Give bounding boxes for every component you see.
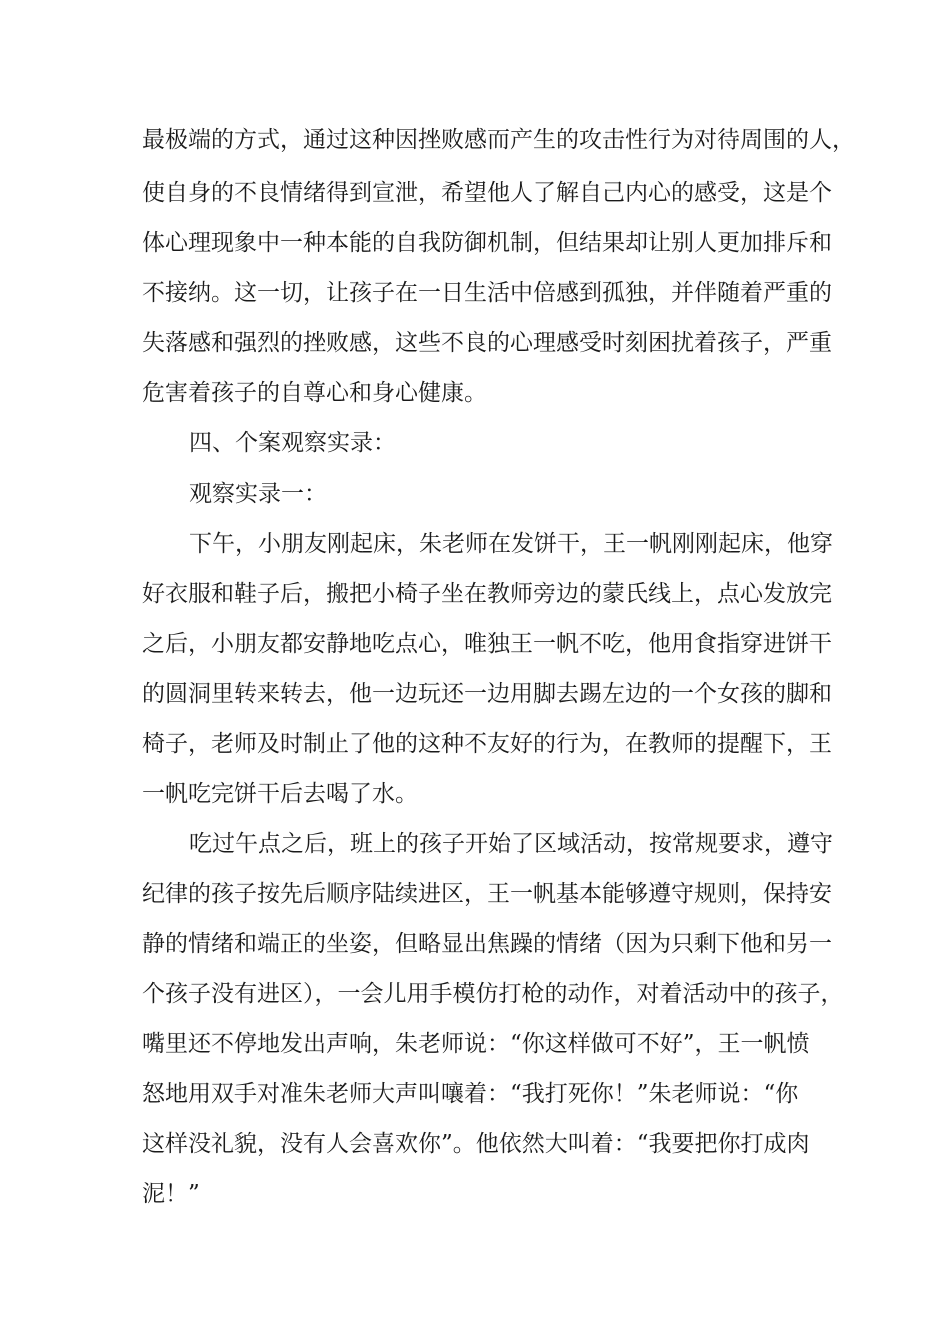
text-line: 个孩子没有进区），一会儿用手模仿打枪的动作，对着活动中的孩子， (142, 981, 844, 1007)
text-line: 静的情绪和端正的坐姿，但略显出焦躁的情绪（因为只剩下他和另一 (142, 931, 832, 957)
text-line: 椅子，老师及时制止了他的这种不友好的行为，在教师的提醒下，王 (142, 731, 832, 757)
text-line: 之后，小朋友都安静地吃点心，唯独王一帆不吃，他用食指穿进饼干 (142, 631, 832, 657)
text-line: 怒地用双手对准朱老师大声叫嚷着：“我打死你！”朱老师说：“你 (142, 1081, 799, 1107)
text-line: 泥！” (142, 1181, 200, 1207)
text-line: 一帆吃完饼干后去喝了水。 (142, 781, 418, 807)
text-line: 最极端的方式，通过这种因挫败感而产生的攻击性行为对待周围的人， (142, 127, 855, 153)
text-line: 好衣服和鞋子后，搬把小椅子坐在教师旁边的蒙氏线上，点心发放完 (142, 581, 832, 607)
text-line: 体心理现象中一种本能的自我防御机制，但结果却让别人更加排斥和 (142, 230, 832, 256)
text-line: 不接纳。这一切，让孩子在一日生活中倍感到孤独，并伴随着严重的 (142, 280, 832, 306)
text-line: 下午，小朋友刚起床，朱老师在发饼干，王一帆刚刚起床，他穿 (189, 531, 833, 557)
text-line: 嘴里还不停地发出声响，朱老师说：“你这样做可不好”，王一帆愤 (142, 1031, 810, 1057)
text-line: 的圆洞里转来转去，他一边玩还一边用脚去踢左边的一个女孩的脚和 (142, 681, 832, 707)
text-line: 这样没礼貌，没有人会喜欢你”。他依然大叫着：“我要把你打成肉 (142, 1131, 810, 1157)
text-line: 吃过午点之后，班上的孩子开始了区域活动，按常规要求，遵守 (189, 831, 833, 857)
section-heading: 四、个案观察实录： (189, 430, 396, 456)
text-line: 失落感和强烈的挫败感，这些不良的心理感受时刻困扰着孩子，严重 (142, 330, 832, 356)
subsection-heading: 观察实录一： (189, 481, 327, 507)
text-line: 纪律的孩子按先后顺序陆续进区，王一帆基本能够遵守规则，保持安 (142, 881, 832, 907)
text-line: 使自身的不良情绪得到宣泄，希望他人了解自己内心的感受，这是个 (142, 180, 832, 206)
text-line: 危害着孩子的自尊心和身心健康。 (142, 380, 487, 406)
